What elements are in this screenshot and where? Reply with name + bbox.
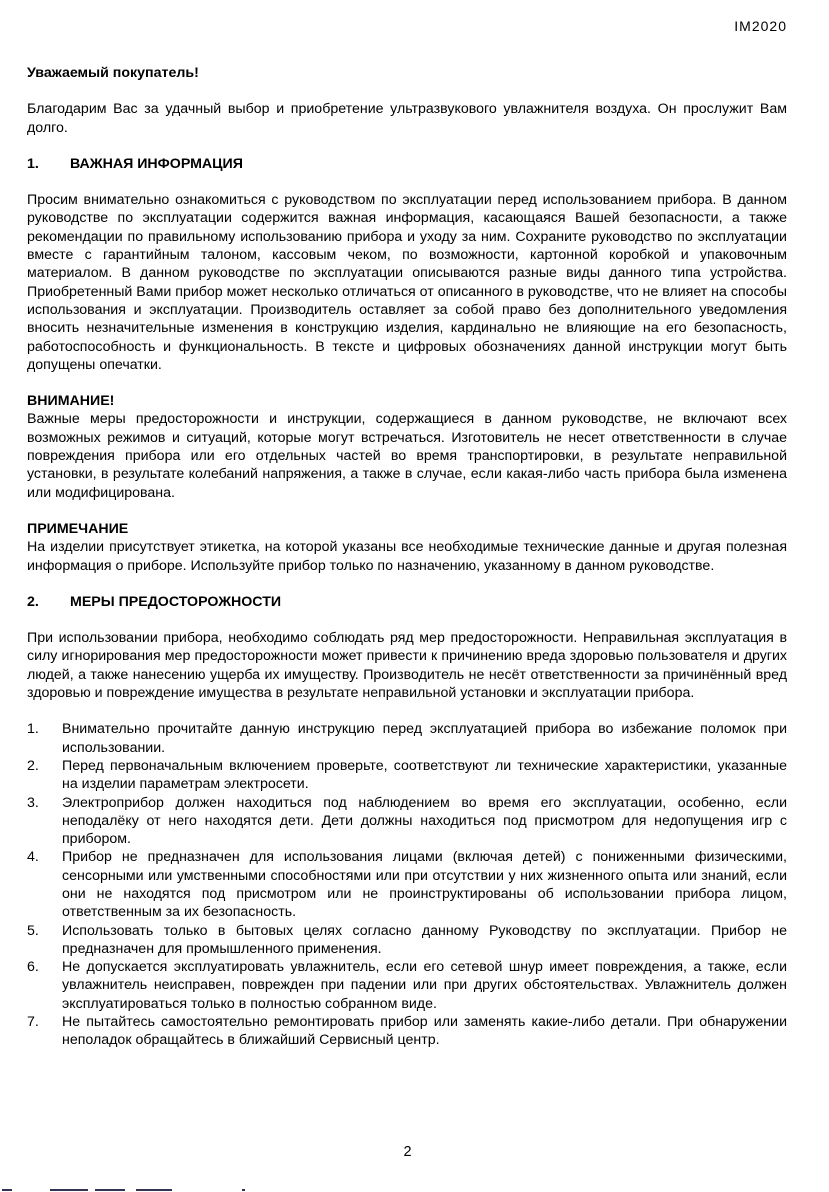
document-page — [27, 64, 787, 1050]
intro-paragraph: Благодарим Вас за удачный выбор и приобретение ультразвукового увлажнителя воздуха. Он прослужит Вам долго. — [27, 101, 787, 136]
list-item-number: 3. — [27, 794, 39, 811]
section-1-heading — [27, 155, 787, 173]
list-item-number: 1. — [27, 721, 39, 738]
list-item-number: 6. — [27, 959, 39, 976]
list-item-number: 2. — [27, 757, 39, 774]
list-item — [27, 794, 787, 849]
model-number: IM2020 — [734, 18, 787, 34]
note-body: На изделии присутствует этикетка, на которой указаны все необходимые технические данные и другая полезная информация о приборе. Используйте прибор только по назначению, указанному в данном руководстве. — [27, 539, 787, 574]
list-item — [27, 848, 787, 921]
attention-title: ВНИМАНИЕ! — [27, 393, 115, 410]
list-item-text: Прибор не предназначен для использования лицами (включая детей) с пониженными физическими, сенсорными или умственными способностями или при отсутствии у них жизненного опыта или знаний, если они не находятся под присмотром или не проинструктированы об использовании прибора лицом, ответственным за их безопасность. — [62, 849, 787, 921]
section-1-number: 1. — [27, 155, 39, 172]
list-item-text: Перед первоначальным включением проверьте, соответствуют ли технические характеристики, указанные на изделии параметрам электросети. — [62, 757, 787, 793]
section-2-body: При использовании прибора, необходимо соблюдать ряд мер предосторожности. Неправильная эксплуатация в силу игнорирования мер предосторожности может привести к причинению вреда здоровью пользователя и других людей, а также нанесению ущерба их имуществу. Производитель не несёт ответственности за причинённый вред здоровью и повреждение имущества в результате неправильной установки и эксплуатации прибора. — [27, 630, 787, 702]
section-1-title: ВАЖНАЯ ИНФОРМАЦИЯ — [70, 155, 243, 172]
list-item — [27, 922, 787, 959]
list-item-text: Внимательно прочитайте данную инструкцию перед эксплуатацией прибора во избежание поломок при использовании. — [62, 721, 787, 756]
attention-body: Важные меры предосторожности и инструкции, содержащиеся в данном руководстве, не включают всех возможных режимов и ситуаций, которые могут встречаться. Изготовитель не несет ответственности в случае повреждения прибора или его отдельных частей во время транспортировки, в результате неправильной установки, в результате колебаний напряжения, а также в случае, если какая-либо часть прибора была изменена или модифицирована. — [27, 411, 787, 501]
section-2-title: МЕРЫ ПРЕДОСТОРОЖНОСТИ — [70, 593, 282, 610]
list-item-number: 4. — [27, 849, 39, 866]
list-item-text: Не пытайтесь самостоятельно ремонтировать прибор или заменять какие-либо детали. При обнаружении неполадок обращайтесь в ближайший Сервисный центр. — [62, 1014, 787, 1049]
note-title: ПРИМЕЧАНИЕ — [27, 520, 129, 537]
list-item-text: Использовать только в бытовых целях согласно данному Руководству по эксплуатации. Прибор не предназначен для промышленного применения. — [62, 922, 787, 957]
list-item — [27, 720, 787, 757]
list-item-text: Не допускается эксплуатировать увлажнитель, если его сетевой шнур имеет повреждения, а также, если увлажнитель неисправен, поврежден при падении или при других обстоятельствах. Увлажнитель должен эксплуатироваться только в полностью собранном виде. — [62, 959, 787, 1012]
precautions-list — [27, 720, 787, 1049]
list-item-text: Электроприбор должен находиться под наблюдением во время его эксплуатации, особенно, если неподалёку от него находятся дети. Дети должны находиться под присмотром для недопущения игр с прибором. — [62, 794, 787, 848]
list-item — [27, 958, 787, 1013]
list-item-number: 7. — [27, 1014, 39, 1031]
section-2-heading — [27, 593, 787, 611]
page-number: 2 — [403, 1144, 412, 1160]
section-1-body: Просим внимательно ознакомиться с руководством по эксплуатации перед использованием прибора. В данном руководстве по эксплуатации содержится важная информация, касающаяся Вашей безопасности, а также рекомендации по правильному использованию прибора и уходу за ним. Сохраните руководство по эксплуатации вместе с гарантийным талоном, кассовым чеком, по возможности, картонной коробкой и упаковочным материалом. В данном руководстве по эксплуатации описываются разные виды данного типа устройства. Приобретенный Вами прибор может несколько отличаться от описанного в руководстве, что не влияет на способы использования и эксплуатации. Производитель оставляет за собой право без дополнительного уведомления вносить незначительные изменения в конструкцию изделия, кардинально не влияющие на его безопасность, работоспособность и функциональность. В тексте и цифровых обозначениях данной инструкции могут быть допущены опечатки. — [27, 192, 787, 373]
list-item-number: 5. — [27, 922, 39, 939]
list-item — [27, 1013, 787, 1050]
greeting: Уважаемый покупатель! — [27, 65, 199, 81]
list-item — [27, 757, 787, 794]
section-2-number: 2. — [27, 593, 39, 610]
